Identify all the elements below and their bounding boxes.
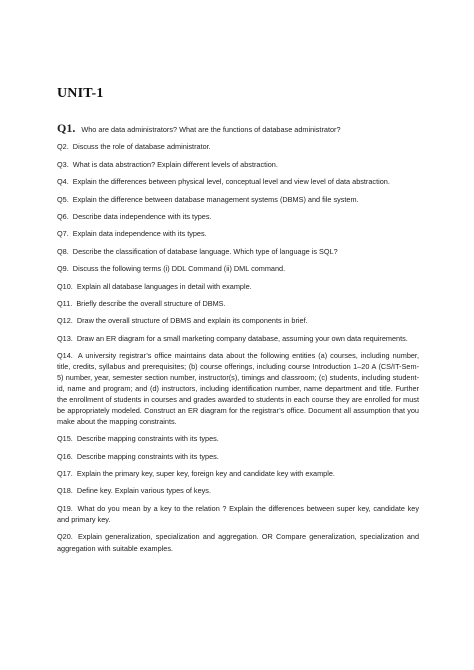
question-item <box>57 298 419 309</box>
question-item <box>57 194 419 205</box>
question-number: Q7. <box>57 229 71 239</box>
question-item <box>57 176 419 187</box>
question-item <box>57 485 419 496</box>
question-number: Q17. <box>57 469 75 479</box>
question-number: Q1. <box>57 121 79 135</box>
question-text: Define key. Explain various types of keys. <box>76 486 211 496</box>
question-text: Discuss the following terms (i) DDL Command (ii) DML command. <box>72 264 286 274</box>
question-text: Explain the difference between database management systems (DBMS) and file system. <box>72 194 359 204</box>
unit-title: UNIT-1 <box>57 86 104 101</box>
question-number: Q4. <box>57 177 71 187</box>
question-number: Q12. <box>57 316 75 326</box>
question-text: What is data abstraction? Explain different levels of abstraction. <box>72 159 278 169</box>
question-text: Explain generalization, specialization and aggregation. OR Compare generalization, specialization and aggregation with suitable examples. <box>57 532 419 553</box>
question-text: Explain the primary key, super key, foreign key and candidate key with example. <box>76 469 335 479</box>
question-item <box>57 503 419 525</box>
question-item <box>57 211 419 222</box>
question-item <box>57 246 419 257</box>
question-text: Describe mapping constraints with its types. <box>76 451 219 461</box>
question-number: Q16. <box>57 451 75 461</box>
question-number: Q2. <box>57 142 71 152</box>
question-number: Q6. <box>57 211 71 221</box>
question-item <box>57 159 419 170</box>
question-item <box>57 433 419 444</box>
question-item <box>57 333 419 344</box>
question-number: Q15. <box>57 434 75 444</box>
question-number: Q14. <box>57 351 76 361</box>
question-number: Q13. <box>57 333 75 343</box>
question-item <box>57 141 419 152</box>
question-text: Explain all database languages in detail with example. <box>76 281 252 291</box>
question-number: Q11. <box>57 298 75 308</box>
question-number: Q8. <box>57 246 71 256</box>
question-number: Q20. <box>57 532 77 542</box>
question-text: What do you mean by a key to the relation ? Explain the differences between super key, candidate key and primary key. <box>57 503 419 525</box>
question-number: Q5. <box>57 194 71 204</box>
question-text: Explain the differences between physical level, conceptual level and view level of data abstraction. <box>72 177 390 187</box>
question-text: Draw an ER diagram for a small marketing company database, assuming your own data requirements. <box>76 333 408 343</box>
question-number: Q3. <box>57 159 71 169</box>
question-item <box>57 350 419 427</box>
question-text: Who are data administrators? What are the functions of database administrator? <box>81 125 341 134</box>
question-text: Describe mapping constraints with its types. <box>76 434 219 444</box>
question-text: Briefly describe the overall structure of DBMS. <box>76 298 226 308</box>
question-number: Q9. <box>57 264 71 274</box>
question-text: Discuss the role of database administrator. <box>72 142 211 152</box>
question-item <box>57 315 419 326</box>
question-text: Describe the classification of database language. Which type of language is SQL? <box>72 246 338 256</box>
question-text: Explain data independence with its types. <box>72 229 207 239</box>
question-number: Q10. <box>57 281 75 291</box>
question-item <box>57 531 419 553</box>
question-text: A university registrar’s office maintains data about the following entities (a) courses, including number, title, credits, syllabus and prerequisites; (b) course offerings, including course Introduction 1–20 A (CS/IT-Sem-5) number, year, semester section number, instructor(s), timings and classroom; (c) students, including student-id, name and program; and (d) instructors, including identification number, name department and title. Further the enrollment of students in courses and grades awarded to students in each course they are enrolled for must be appropriately modeled. Construct an ER diagram for the registrar’s office. Document all assumption that you make about the mapping constraints. <box>57 351 419 427</box>
question-text: Draw the overall structure of DBMS and explain its components in brief. <box>76 316 308 326</box>
question-text: Describe data independence with its types. <box>72 211 212 221</box>
question-item <box>57 468 419 479</box>
question-list <box>57 123 419 560</box>
question-item <box>57 263 419 274</box>
question-item <box>57 228 419 239</box>
question-number: Q18. <box>57 486 75 496</box>
question-item <box>57 281 419 292</box>
question-number: Q19. <box>57 503 76 513</box>
question-item <box>57 123 419 135</box>
question-item <box>57 451 419 462</box>
